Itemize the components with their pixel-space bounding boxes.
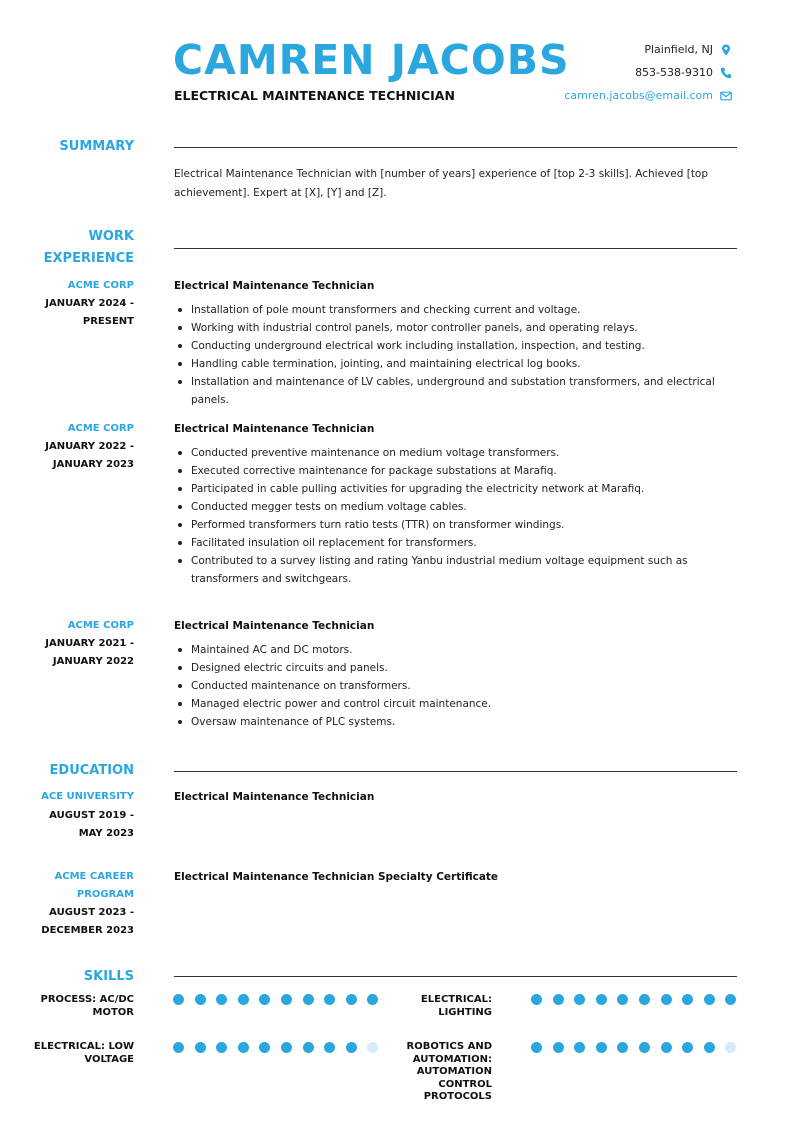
skill-name: PROCESS: AC/DC MOTOR (40, 994, 134, 1018)
candidate-title: ELECTRICAL MAINTENANCE TECHNICIAN (174, 88, 455, 103)
job-dates-end: JANUARY 2023 (52, 459, 134, 470)
rating-dot-filled (259, 1042, 270, 1053)
job-role: Electrical Maintenance Technician (174, 423, 375, 435)
work-heading-line2: EXPERIENCE (43, 251, 134, 266)
rating-dot-filled (596, 994, 607, 1005)
work-divider (174, 248, 737, 249)
job-dates-start: JANUARY 2024 - (45, 298, 134, 309)
rating-dot-filled (324, 1042, 335, 1053)
work-heading-line1: WORK (88, 229, 134, 244)
rating-dot-filled (216, 994, 227, 1005)
job-role: Electrical Maintenance Technician (174, 280, 375, 292)
location-text: Plainfield, NJ (644, 43, 713, 56)
rating-dot-filled (173, 994, 184, 1005)
summary-heading: SUMMARY (59, 139, 134, 154)
rating-dot-filled (725, 994, 736, 1005)
rating-dot-filled (617, 994, 628, 1005)
summary-text: Electrical Maintenance Technician with [number of years] experience of [top 2-3 skills]. Achieved [top achievement]. Expert at [X], [Y] and [Z]. (174, 168, 709, 199)
rating-dot-filled (639, 994, 650, 1005)
email-link[interactable]: camren.jacobs@email.com (564, 89, 713, 102)
rating-dot-filled (303, 994, 314, 1005)
list-item: Conducted megger tests on medium voltage cables. (191, 498, 737, 516)
rating-dot-filled (682, 1042, 693, 1053)
list-item: Facilitated insulation oil replacement for transformers. (191, 534, 737, 552)
rating-dot-filled (195, 994, 206, 1005)
skill-name: ELECTRICAL: LIGHTING (420, 994, 492, 1018)
education-heading: EDUCATION (49, 763, 134, 778)
job-company: ACME CORP (67, 423, 134, 434)
rating-dot-filled (682, 994, 693, 1005)
edu-school-line2: PROGRAM (76, 889, 134, 900)
education-divider (174, 771, 737, 772)
list-item: Contributed to a survey listing and rating Yanbu industrial medium voltage equipment such as transformers and switchgears. (191, 552, 737, 588)
rating-dot-filled (531, 1042, 542, 1053)
rating-dot-filled (574, 1042, 585, 1053)
contact-location (644, 43, 732, 56)
list-item: Installation of pole mount transformers and checking current and voltage. (191, 301, 737, 319)
phone-icon (720, 67, 732, 79)
list-item: Managed electric power and control circuit maintenance. (191, 695, 737, 713)
contact-phone (635, 66, 732, 79)
rating-dot-filled (596, 1042, 607, 1053)
list-item: Installation and maintenance of LV cables, underground and substation transformers, and electrical panels. (191, 373, 737, 409)
job-dates-end: PRESENT (82, 316, 134, 327)
job-bullets (191, 641, 737, 731)
rating-dot-filled (553, 994, 564, 1005)
edu-degree: Electrical Maintenance Technician Specialty Certificate (174, 871, 499, 883)
job-dates-start: JANUARY 2022 - (45, 441, 134, 452)
rating-dot-filled (639, 1042, 650, 1053)
rating-dot-filled (704, 1042, 715, 1053)
list-item: Maintained AC and DC motors. (191, 641, 737, 659)
rating-dot-filled (704, 994, 715, 1005)
job-dates-end: JANUARY 2022 (52, 656, 134, 667)
rating-dot-filled (617, 1042, 628, 1053)
rating-dot-filled (324, 994, 335, 1005)
job-company: ACME CORP (67, 280, 134, 291)
edu-dates-end: MAY 2023 (78, 828, 134, 839)
rating-dot-filled (367, 994, 378, 1005)
job-company: ACME CORP (67, 620, 134, 631)
job-dates-start: JANUARY 2021 - (45, 638, 134, 649)
skills-heading: SKILLS (83, 969, 134, 984)
rating-dot-filled (531, 994, 542, 1005)
list-item: Executed corrective maintenance for package substations at Marafiq. (191, 462, 737, 480)
job-bullets (191, 444, 737, 588)
rating-dot-filled (281, 1042, 292, 1053)
rating-dot-filled (346, 1042, 357, 1053)
edu-dates-end: DECEMBER 2023 (41, 925, 134, 936)
edu-degree: Electrical Maintenance Technician (174, 791, 375, 803)
rating-dot-filled (281, 994, 292, 1005)
rating-dot-filled (346, 994, 357, 1005)
list-item: Performed transformers turn ratio tests (TTR) on transformer windings. (191, 516, 737, 534)
skill-name: ROBOTICS AND AUTOMATION: AUTOMATION CONTROL PROTOCOLS (406, 1041, 492, 1102)
rating-dot-filled (195, 1042, 206, 1053)
list-item: Working with industrial control panels, motor controller panels, and operating relays. (191, 319, 737, 337)
rating-dot-empty (367, 1042, 378, 1053)
list-item: Conducted preventive maintenance on medium voltage transformers. (191, 444, 737, 462)
rating-dot-filled (661, 1042, 672, 1053)
job-bullets (191, 301, 737, 409)
edu-school-line1: ACME CAREER (54, 871, 134, 882)
envelope-icon (720, 90, 732, 102)
rating-dot-filled (574, 994, 585, 1005)
list-item: Designed electric circuits and panels. (191, 659, 737, 677)
rating-dot-filled (216, 1042, 227, 1053)
summary-divider (174, 147, 737, 148)
list-item: Conducting underground electrical work including installation, inspection, and testing. (191, 337, 737, 355)
skill-name: ELECTRICAL: LOW VOLTAGE (33, 1041, 134, 1065)
rating-dot-filled (173, 1042, 184, 1053)
rating-dot-filled (553, 1042, 564, 1053)
contact-email[interactable] (564, 89, 732, 102)
rating-dot-filled (238, 1042, 249, 1053)
phone-text: 853-538-9310 (635, 66, 713, 79)
list-item: Oversaw maintenance of PLC systems. (191, 713, 737, 731)
list-item: Conducted maintenance on transformers. (191, 677, 737, 695)
rating-dot-filled (259, 994, 270, 1005)
edu-school: ACE UNIVERSITY (41, 791, 134, 802)
rating-dot-filled (661, 994, 672, 1005)
rating-dot-filled (303, 1042, 314, 1053)
list-item: Handling cable termination, jointing, and maintaining electrical log books. (191, 355, 737, 373)
rating-dot-filled (238, 994, 249, 1005)
candidate-name: CAMREN JACOBS (173, 36, 570, 84)
rating-dot-empty (725, 1042, 736, 1053)
edu-dates-start: AUGUST 2019 - (49, 810, 134, 821)
list-item: Participated in cable pulling activities for upgrading the electricity network at Marafiq. (191, 480, 737, 498)
job-role: Electrical Maintenance Technician (174, 620, 375, 632)
map-pin-icon (720, 44, 732, 56)
edu-dates-start: AUGUST 2023 - (49, 907, 134, 918)
skills-divider (174, 976, 737, 977)
